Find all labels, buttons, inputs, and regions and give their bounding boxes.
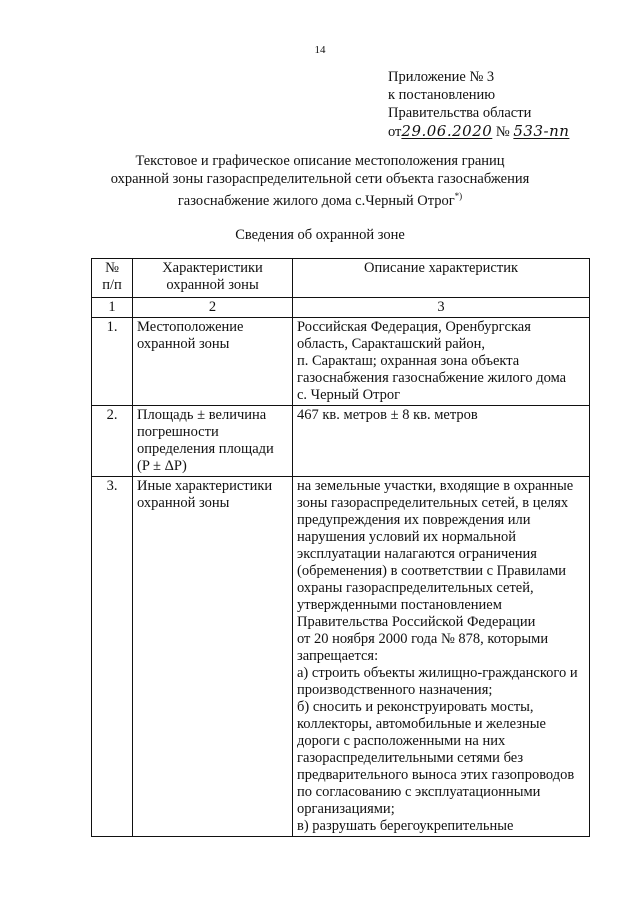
table-index-row <box>92 298 590 318</box>
index-cell-1: 1 <box>92 298 133 318</box>
resolution-date: 29.06.2020 <box>401 122 493 140</box>
index-cell-3: 3 <box>293 298 590 318</box>
document-title <box>80 153 560 210</box>
table-row <box>92 477 590 837</box>
appendix-date-line <box>388 122 569 141</box>
table-row <box>92 318 590 406</box>
appendix-government: Правительства области <box>388 105 532 121</box>
row-number: 2. <box>92 406 133 477</box>
footnote-mark: *) <box>454 191 463 201</box>
index-cell-2: 2 <box>133 298 293 318</box>
appendix-resolution: к постановлению <box>388 87 496 103</box>
row-number: 1. <box>92 318 133 406</box>
number-sign: № <box>495 124 510 140</box>
title-line-2: охранной зоны газораспределительной сети объекта газоснабжения <box>110 170 530 187</box>
section-subtitle: Сведения об охранной зоне <box>235 227 405 243</box>
header-num: № п/п <box>92 259 133 298</box>
appendix-block <box>388 68 569 141</box>
from-prefix: от <box>388 124 402 140</box>
title-line-3 <box>80 188 560 210</box>
row-characteristic: Площадь ± величина погрешности определения площади (P ± ΔP) <box>133 406 293 477</box>
row-characteristic: Местоположение охранной зоны <box>133 318 293 406</box>
table-row <box>92 406 590 477</box>
title-line-1: Текстовое и графическое описание местоположения границ <box>135 153 505 169</box>
row-description: 467 кв. метров ± 8 кв. метров <box>293 406 590 477</box>
header-characteristic: Характеристики охранной зоны <box>133 259 293 298</box>
resolution-number: 533-пп <box>513 122 570 140</box>
row-description: на земельные участки, входящие в охранные зоны газораспределительных сетей, в целях предупреждения их повреждения или нарушения условий их нормальной эксплуатации налагаются ограничения (обременения) в соответствии с Правилами охраны газораспределительных сетей, утвержденными постановлением Правительства Российской Федерации от 20 ноября 2000 года № 878, которыми запрещается: а) строить объекты жилищно-гражданского и производственного назначения; б) сносить и реконструировать мосты, коллекторы, автомобильные и железные дороги с расположенными на них газораспределительными сетями без предварительного выноса этих газопроводов по согласованию с эксплуатационными организациями; в) разрушать берегоукрепительные <box>293 477 590 837</box>
table-header-row <box>92 259 590 298</box>
appendix-title: Приложение № 3 <box>388 69 495 85</box>
zone-info-table <box>91 258 590 837</box>
header-description: Описание характеристик <box>293 259 590 298</box>
row-characteristic: Иные характеристики охранной зоны <box>133 477 293 837</box>
title-line-3-text: газоснабжение жилого дома с.Черный Отрог <box>177 192 455 209</box>
row-number: 3. <box>92 477 133 837</box>
row-description: Российская Федерация, Оренбургская область, Саракташский район, п. Саракташ; охранная зона объекта газоснабжения газоснабжение жилого дома с. Черный Отрог <box>293 318 590 406</box>
page-number: 14 <box>314 44 326 56</box>
